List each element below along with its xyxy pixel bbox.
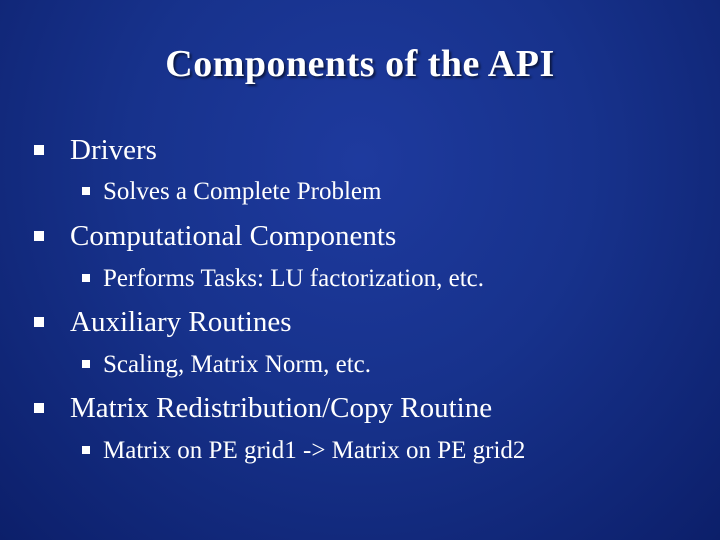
sub-bullet-item — [82, 265, 484, 293]
sub-bullet-text: Solves a Complete Problem — [103, 178, 382, 205]
sub-bullet-item — [82, 437, 525, 465]
bullet-text: Drivers — [70, 134, 157, 166]
bullet-item — [34, 220, 396, 253]
square-bullet-icon — [82, 274, 90, 282]
bullet-item — [34, 306, 292, 339]
bullet-text: Auxiliary Routines — [70, 306, 292, 338]
bullet-text: Matrix Redistribution/Copy Routine — [70, 392, 493, 424]
bullet-item — [34, 392, 492, 425]
slide-title: Components of the API — [165, 43, 555, 85]
square-bullet-icon — [34, 231, 44, 241]
square-bullet-icon — [34, 403, 44, 413]
square-bullet-icon — [82, 187, 90, 195]
sub-bullet-item — [82, 178, 381, 206]
bullet-text: Computational Components — [70, 220, 397, 252]
square-bullet-icon — [34, 317, 44, 327]
bullet-item — [34, 134, 157, 167]
square-bullet-icon — [82, 360, 90, 368]
sub-bullet-text: Performs Tasks: LU factorization, etc. — [103, 265, 485, 292]
square-bullet-icon — [82, 446, 90, 454]
square-bullet-icon — [34, 145, 44, 155]
sub-bullet-item — [82, 351, 371, 379]
sub-bullet-text: Scaling, Matrix Norm, etc. — [103, 351, 371, 378]
sub-bullet-text: Matrix on PE grid1 -> Matrix on PE grid2 — [103, 437, 526, 464]
